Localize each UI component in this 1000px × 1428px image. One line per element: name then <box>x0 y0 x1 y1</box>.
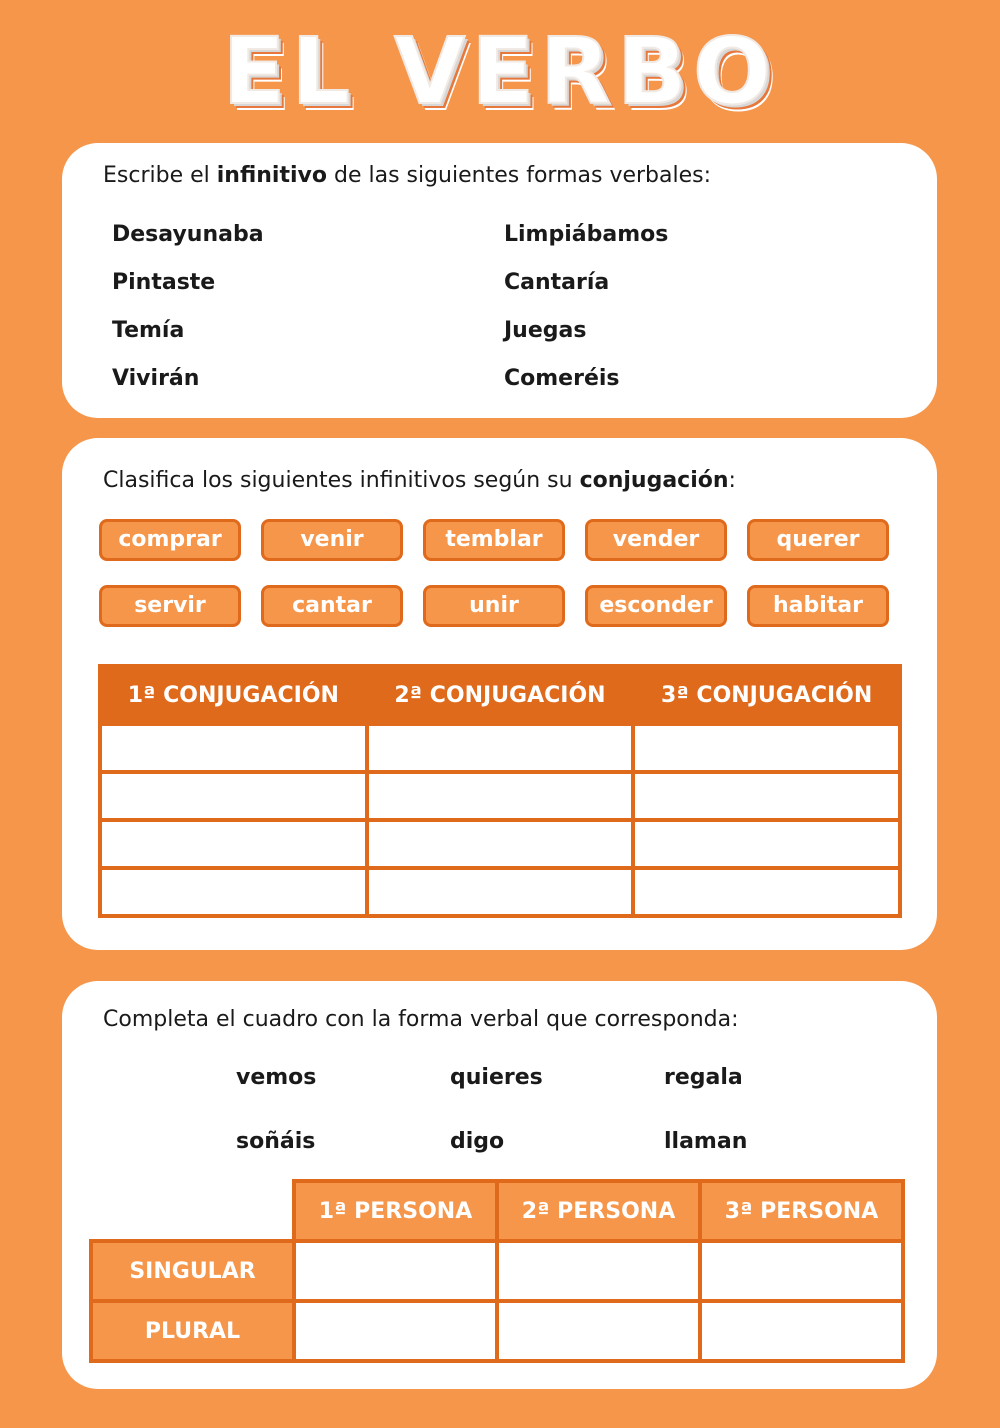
row-header: PLURAL <box>91 1301 294 1361</box>
drop-cell[interactable] <box>633 772 900 820</box>
infinitive-instruction: Escribe el infinitivo de las siguientes formas verbales: <box>103 163 712 188</box>
drop-cell[interactable] <box>367 772 634 820</box>
person-instruction: Completa el cuadro con la forma verbal que corresponda: <box>103 1007 739 1032</box>
column-header: 1ª CONJUGACIÓN <box>100 666 367 724</box>
infinitive-card <box>62 143 937 418</box>
drop-cell[interactable] <box>100 868 367 916</box>
conjugation-card <box>62 438 937 950</box>
drop-cell[interactable] <box>367 724 634 772</box>
verb-word[interactable]: soñáis <box>236 1129 316 1154</box>
column-header: 1ª PERSONA <box>294 1181 497 1241</box>
verb-chip[interactable]: habitar <box>747 585 889 627</box>
drop-cell[interactable] <box>100 820 367 868</box>
verb-word[interactable]: vemos <box>236 1065 317 1090</box>
verb-chip[interactable]: cantar <box>261 585 403 627</box>
column-header: 2ª PERSONA <box>497 1181 700 1241</box>
verb-chip[interactable]: comprar <box>99 519 241 561</box>
verb-word[interactable]: digo <box>450 1129 505 1154</box>
verb-word[interactable]: llaman <box>664 1129 748 1154</box>
row-header: SINGULAR <box>91 1241 294 1301</box>
verb-form: Desayunaba <box>112 222 264 247</box>
drop-cell[interactable] <box>497 1241 700 1301</box>
drop-cell[interactable] <box>294 1301 497 1361</box>
corner-blank <box>91 1181 294 1241</box>
person-table <box>89 1179 905 1363</box>
column-header: 3ª PERSONA <box>700 1181 903 1241</box>
verb-form: Comeréis <box>504 366 620 391</box>
drop-cell[interactable] <box>294 1241 497 1301</box>
page-title: EL VERBO <box>222 18 778 125</box>
verb-chip[interactable]: esconder <box>585 585 727 627</box>
person-card <box>62 981 937 1389</box>
drop-cell[interactable] <box>367 868 634 916</box>
drop-cell[interactable] <box>367 820 634 868</box>
drop-cell[interactable] <box>700 1301 903 1361</box>
drop-cell[interactable] <box>700 1241 903 1301</box>
verb-chip[interactable]: temblar <box>423 519 565 561</box>
column-header: 2ª CONJUGACIÓN <box>367 666 634 724</box>
drop-cell[interactable] <box>633 868 900 916</box>
verb-word[interactable]: regala <box>664 1065 743 1090</box>
drop-cell[interactable] <box>633 724 900 772</box>
verb-form: Vivirán <box>112 366 200 391</box>
verb-form: Pintaste <box>112 270 216 295</box>
verb-chip[interactable]: unir <box>423 585 565 627</box>
verb-form: Juegas <box>504 318 587 343</box>
verb-chip[interactable]: servir <box>99 585 241 627</box>
verb-word[interactable]: quieres <box>450 1065 543 1090</box>
conjugation-instruction: Clasifica los siguientes infinitivos según su conjugación: <box>103 468 736 493</box>
drop-cell[interactable] <box>633 820 900 868</box>
verb-form: Temía <box>112 318 185 343</box>
verb-form: Limpiábamos <box>504 222 669 247</box>
drop-cell[interactable] <box>100 772 367 820</box>
conjugation-table <box>98 664 902 918</box>
drop-cell[interactable] <box>497 1301 700 1361</box>
drop-cell[interactable] <box>100 724 367 772</box>
verb-chip[interactable]: vender <box>585 519 727 561</box>
verb-chip[interactable]: venir <box>261 519 403 561</box>
verb-form: Cantaría <box>504 270 610 295</box>
column-header: 3ª CONJUGACIÓN <box>633 666 900 724</box>
verb-chip[interactable]: querer <box>747 519 889 561</box>
